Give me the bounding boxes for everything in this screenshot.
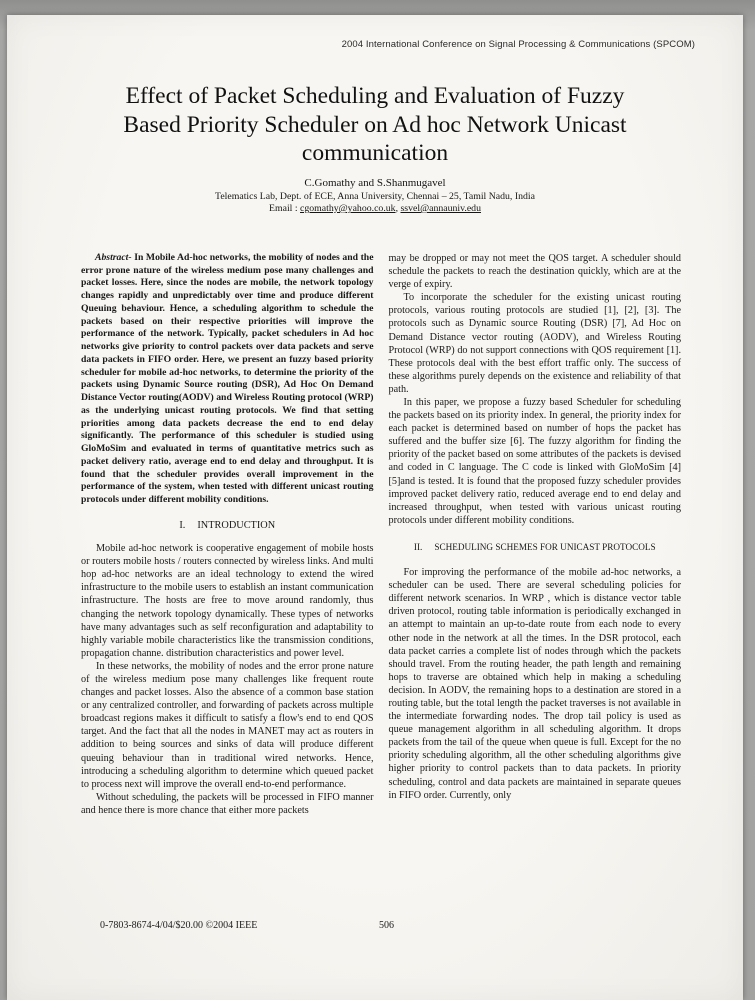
email-prefix: Email : <box>269 202 301 214</box>
abstract-text: In Mobile Ad-hoc networks, the mobility of nodes and the error prone nature of the wireless medium pose many challenges and packet losses. Here, since the nodes are mobile, the network topology changes rapidly and unpredictably over time and produce different Queuing behaviour. Hence, a scheduling algorithm to schedule the packets based on their respective priorities will improve the performance of the network. Typically, packet schedulers in Ad hoc networks give priority to control packets over data packets and serve data packets in FIFO order. Here, we present an fuzzy based priority scheduler for mobile ad-hoc networks, to determine the priority of the packets using Dynamic Source routing (DSR), Ad Hoc On Demand Distance Vector routing(AODV) and Wireless Routing protocol (WRP) as the underlying unicast routing protocols. We find that setting priorities among data packets decrease the end to end delay significantly. The performance of this scheduler is studied using GloMoSim and evaluated in terms of quantitative metrics such as packet delivery ratio, average end to end delay and throughput. It is found that the scheduler provides overall improvement in the performance of the system, when tested with different unicast routing protocols under different mobility conditions. <box>81 251 374 506</box>
abstract <box>81 252 374 507</box>
section-1-numeral: I. <box>179 519 186 531</box>
left-column <box>81 252 374 817</box>
email-address-1: cgomathy@yahoo.co.uk <box>300 202 396 214</box>
affiliation-line: Telematics Lab, Dept. of ECE, Anna University, Chennai – 25, Tamil Nadu, India <box>215 190 535 202</box>
paper-title: Effect of Packet Scheduling and Evaluation of Fuzzy Based Priority Scheduler on Ad hoc Network Unicast communication <box>123 83 627 167</box>
copyright-notice: 0-7803-8674-4/04/$20.00 ©2004 IEEE <box>100 920 258 931</box>
section2-paragraph-1: For improving the performance of the mobile ad-hoc networks, a scheduler can be used. There are several scheduling policies for different network scenarios. In WRP , which is distance vector table driven protocol, routing table information is periodically exchanged in an attempt to maintain an up-to-date route from each node to every other node in the network at all the times. In the DSR protocol, each data packet carries a complete list of nodes through which the packets should travel. From the routing header, the path length and remaining hops to traverse are obtained which help in making a scheduling decision. In AODV, the remaining hops to a destination are stored in a routing table, but the total length the packet traverses is not available in the intermediate forwarding nodes. The drop tail policy is used as queue management algorithm in all scheduling algorithm. It drops packets from the tail of the queue when queue is full. Except for the no priority scheduling algorithm, all the other scheduling algorithms give higher priority to control packets than to data packets. In priority scheduling, control and data packets are maintained in separate queues in FIFO order. Currently, only <box>388 567 681 801</box>
email-separator: , <box>395 202 401 214</box>
right-paragraph-3: In this paper, we propose a fuzzy based Scheduler for scheduling the packets based on its priority index. In general, the priority index for each packet is determined based on number of hops the packet has suffered and the buffer size [6]. The fuzzy algorithm for finding the priority of the packet based on some attributes of the packets is devised and coded in C language. The C code is linked with GloMoSim [4] [5]and is tested. It is found that the proposed fuzzy scheduler provides improved packet delivery ratio, reduced average end to end delay and increased throughput, when tested with various unicast routing protocols under different mobility conditions. <box>388 397 681 526</box>
intro-paragraph-2: In these networks, the mobility of nodes and the error prone nature of the wireless medium pose many challenges like frequent route changes and packet losses. Also the absence of a common base station or any centralized controller, and forwarding of packets across multiple broadcast regions makes it difficult to satisfy a flow's end to end QOS target. And the fact that all the nodes in MANET may act as routers in addition to being sources and sinks of data will produce different queuing behaviour than in traditional wired networks. Hence, introducing a scheduling algorithm to determine which queued packet to process next will improve the overall end-to-end performance. <box>81 660 374 790</box>
conference-header: 2004 International Conference on Signal Processing & Communications (SPCOM) <box>341 39 695 50</box>
section-2-heading <box>389 541 682 554</box>
email-line <box>7 203 743 214</box>
section-1-heading <box>81 519 374 532</box>
email-address-2: ssvel@annauniv.edu <box>400 202 481 214</box>
authors-line: C.Gomathy and S.Shanmugavel <box>304 176 446 189</box>
intro-paragraph-1: Mobile ad-hoc network is cooperative engagement of mobile hosts or routers mobile hosts / routers connected by wireless links. And multi hop ad-hoc networks are an ideal technology to extend the wired infrastructure to the mobile users to establish an instant communication infrastructure. The hosts are free to move around randomly, thus changing the network topology dynamically. These types of networks have many advantages such as self reconfiguration and adaptability to highly variable mobile characteristics like the transmission conditions, propagation channe. distribution characteristics and power level. <box>81 543 374 659</box>
abstract-label: Abstract- <box>95 251 132 263</box>
right-column <box>389 252 682 817</box>
page-number: 506 <box>379 920 394 931</box>
right-paragraph-1: may be dropped or may not meet the QOS target. A scheduler should schedule the packets to reach the destination quickly, which are at the verge of expiry. <box>388 252 681 291</box>
section-2-title: SCHEDULING SCHEMES FOR UNICAST PROTOCOLS <box>434 541 656 552</box>
intro-paragraph-3: Without scheduling, the packets will be processed in FIFO manner and hence there is more chance that either more packets <box>81 791 374 816</box>
section-1-title: INTRODUCTION <box>197 519 276 531</box>
paper-page <box>7 15 743 1000</box>
section-2-numeral: II. <box>413 541 423 552</box>
two-column-body <box>7 252 743 817</box>
right-paragraph-2: To incorporate the scheduler for the existing unicast routing protocols, various routing protocols are studied [1], [2], [3]. The protocols such as Dynamic source Routing (DSR) [7], Ad Hoc on Demand Distance vector routing (AODV), and Wireless Routing Protocol (WRP) do not support connections with QOS requirement [1]. These protocols deal with the best effort traffic only. The success of these algorithms purely depends on the existence and reliability of that path. <box>388 292 681 395</box>
